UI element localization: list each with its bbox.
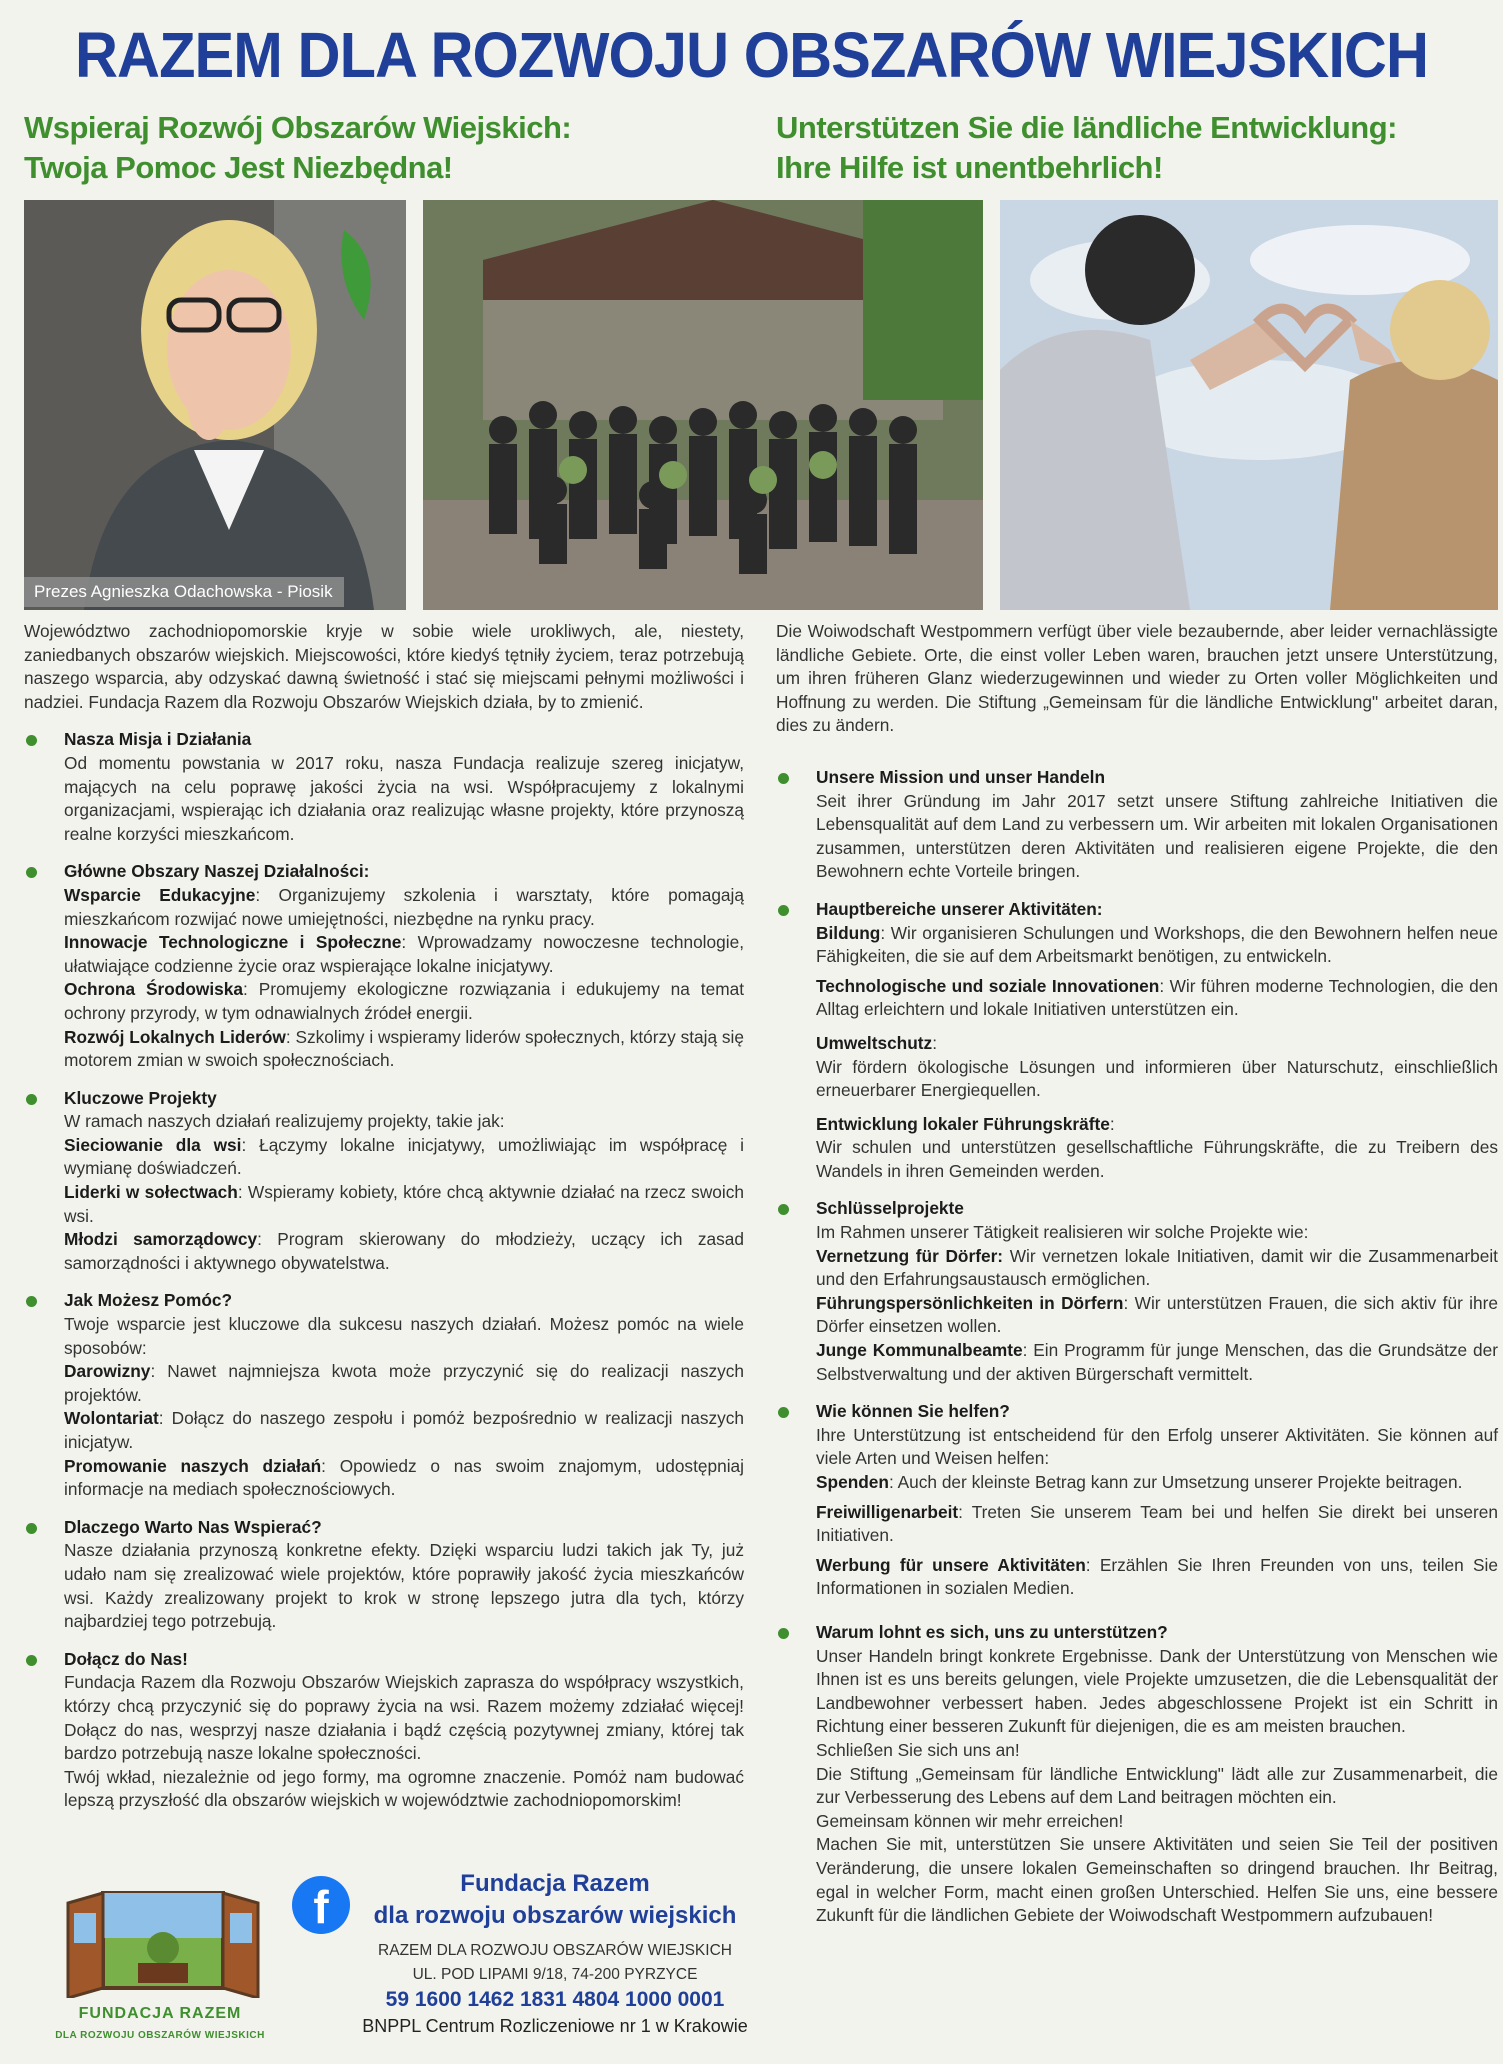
german-section-help: [776, 1400, 1498, 1601]
polish-column: [24, 620, 744, 1813]
president-portrait-photo: [24, 200, 406, 610]
section-text: Od momentu powstania w 2017 roku, nasza Fundacja realizuje szereg inicjatyw, mających na celu poprawę jakości życia na wsi. Współpracujemy z lokalnymi organizacjami, wspierając ich działania oraz realizując własne projekty, które przynoszą realne korzyści mieszkańcom.: [64, 752, 744, 844]
section-heading: Dołącz do Nas!: [64, 1648, 188, 1669]
list-item: Technologische und soziale Innovationen: Wir führen moderne Technologien, die den Alltag erleichtern und lokale Initiativen unterstützen ein.: [816, 975, 1499, 1020]
list-item: Bildung: Wir organisieren Schulungen und Workshops, die den Bewohnern helfen neue Fähigkeiten, die sie auf dem Arbeitsmarkt benötigen, zu entwickeln.: [816, 922, 1498, 967]
polish-section-areas: [24, 860, 744, 1072]
subtitle-polish: [24, 108, 764, 188]
section-heading: Nasza Misja i Działania: [64, 729, 252, 750]
section-text: W ramach naszych działań realizujemy projekty, takie jak:: [64, 1111, 505, 1132]
list-item: Führungspersönlichkeiten in Dörfern: Wir unterstützen Frauen, die sich aktiv für ihre Dörfer einsetzen wollen.: [816, 1292, 1498, 1337]
foundation-contact: [330, 1868, 780, 2038]
facebook-icon[interactable]: f: [292, 1876, 350, 1934]
list-item: Wsparcie Edukacyjne: Organizujemy szkolenia i warsztaty, które pomagają mieszkańcom rozwijać nowe umiejętności, niezbędne na rynku pracy.: [64, 884, 744, 929]
address-line2: UL. POD LIPAMI 9/18, 74-200 PYRZYCE: [412, 1966, 698, 1983]
foundation-name-line2: dla rozwoju obszarów wiejskich: [373, 1902, 737, 1929]
section-text: Twoje wsparcie jest kluczowe dla sukcesu naszych działań. Możesz pomóc na wiele sposobów:: [64, 1314, 744, 1358]
list-item: Junge Kommunalbeamte: Ein Programm für junge Menschen, das die Grundsätze der Selbstverwaltung und der aktiven Bürgerschaft vermittelt.: [816, 1340, 1498, 1384]
list-item: Sieciowanie dla wsi: Łączymy lokalne inicjatywy, umożliwiając im współpracę i wymianę doświadczeń.: [64, 1134, 744, 1179]
list-item: Wir schulen und unterstützen gesellschaftliche Führungskräfte, die zu Treibern des Wandels in ihren Gemeinden werden.: [816, 1137, 1498, 1181]
subtitle-german-line2: Ihre Hilfe ist unentbehrlich!: [776, 150, 1163, 185]
logo-text-sub: DLA ROZWOJU OBSZARÓW WIEJSKICH: [55, 2030, 265, 2041]
section-text: Unser Handeln bringt konkrete Ergebnisse. Dank der Unterstützung von Menschen wie Ihnen ist es uns bereits gelungen, viele Projekte umzusetzen, die die Lebensqualität der Landbewohner verbessert haben. Jedes abgeschlossene Projekt ist ein Schritt in Richtung einer besseren Zukunft für diejenigen, die es am meisten brauchen.: [816, 1645, 1498, 1737]
german-section-areas: [776, 898, 1498, 1184]
bank-account-number: 59 1600 1462 1831 4804 1000 0001: [385, 1988, 725, 2011]
polish-section-why: [24, 1516, 744, 1634]
section-heading: Wie können Sie helfen?: [816, 1401, 1010, 1422]
main-title: RAZEM DLA ROZWOJU OBSZARÓW WIEJSKICH: [74, 19, 1429, 91]
list-item: Wolontariat: Dołącz do naszego zespołu i pomóż bezpośrednio w realizacji naszych inicjatyw.: [64, 1408, 744, 1452]
heart-hands-photo: [1000, 200, 1498, 610]
list-item: Freiwilligenarbeit: Treten Sie unserem Team bei und helfen Sie direkt bei unseren Initiativen.: [816, 1501, 1498, 1546]
section-heading: Dlaczego Warto Nas Wspierać?: [64, 1516, 322, 1537]
polish-section-mission: [24, 728, 744, 846]
list-item: Liderki w sołectwach: Wspieramy kobiety, które chcą aktywnie działać na rzecz swoich wsi.: [64, 1182, 745, 1226]
section-text: Die Stiftung „Gemeinsam für ländliche Entwicklung" lädt alle zur Zusammenarbeit, die zur Verbesserung des Lebens auf dem Land beitragen möchten ein.: [816, 1763, 1498, 1808]
subtitle-polish-line2: Twoja Pomoc Jest Niezbędna!: [24, 150, 453, 185]
german-section-projects: [776, 1197, 1498, 1386]
section-heading: Hauptbereiche unserer Aktivitäten:: [816, 898, 1103, 919]
photo-caption: Prezes Agnieszka Odachowska - Piosik: [24, 577, 344, 607]
german-section-mission: [776, 766, 1498, 884]
polish-section-projects: [24, 1087, 744, 1276]
section-heading: Unsere Mission und unser Handeln: [816, 766, 1106, 787]
german-section-why: [776, 1621, 1498, 1928]
list-item: Werbung für unsere Aktivitäten: Erzählen Sie Ihren Freunden von uns, teilen Sie Informationen in sozialen Medien.: [816, 1554, 1499, 1599]
list-item: Promowanie naszych działań: Opowiedz o nas swoim znajomym, udostępniaj informacje na mediach społecznościowych.: [64, 1455, 744, 1500]
section-text: Im Rahmen unserer Tätigkeit realisieren wir solche Projekte wie:: [816, 1222, 1309, 1243]
subtitle-german: [776, 108, 1496, 188]
list-item: Młodzi samorządowcy: Program skierowany do młodzieży, uczący ich zasad samorządności i aktywnego obywatelstwa.: [64, 1229, 744, 1273]
list-item: Innowacje Technologiczne i Społeczne: Wprowadzamy nowoczesne technologie, ułatwiające codzienne życie oraz wspierające lokalne inicjatywy.: [64, 932, 744, 976]
polish-section-help: [24, 1289, 744, 1501]
section-heading: Schlüsselprojekte: [816, 1198, 964, 1219]
polish-section-join: [24, 1648, 744, 1813]
address-line1: RAZEM DLA ROZWOJU OBSZARÓW WIEJSKICH: [378, 1942, 732, 1959]
section-heading: Jak Możesz Pomóc?: [64, 1290, 233, 1311]
section-text: Schließen Sie sich uns an!: [816, 1739, 1020, 1760]
section-heading: Kluczowe Projekty: [64, 1087, 217, 1108]
section-text: Seit ihrer Gründung im Jahr 2017 setzt unsere Stiftung zahlreiche Initiativen die Lebensqualität auf dem Land zu verbessern um. Wir arbeiten mit lokalen Organisationen zusammen, unterstützen deren Aktivitäten und realisieren eigene Projekte, die den Bewohnern echte Vorteile bringen.: [816, 790, 1498, 882]
list-item: Rozwój Lokalnych Liderów: Szkolimy i wspieramy liderów społecznych, którzy stają się motorem zmian w swoich społecznościach.: [64, 1026, 744, 1071]
section-text: Gemeinsam können wir mehr erreichen!: [816, 1810, 1124, 1831]
subtitle-polish-line1: Wspieraj Rozwój Obszarów Wiejskich:: [24, 110, 572, 145]
german-column: [776, 620, 1498, 1928]
polish-intro: Województwo zachodniopomorskie kryje w sobie wiele urokliwych, ale, niestety, zaniedbanych obszarów wiejskich. Miejscowości, które kiedyś tętniły życiem, teraz potrzebują naszego wsparcia, aby odzyskać dawną świetność i stać się miejscami pełnymi możliwości i nadziei. Fundacja Razem dla Rozwoju Obszarów Wiejskich działa, by to zmienić.: [24, 621, 744, 712]
section-text: Nasze działania przynoszą konkretne efekty. Dzięki wsparciu ludzi takich jak Ty, już udało nam się zrealizować wiele projektów, które poprawiły jakość życia mieszkańców wsi. Każdy zrealizowany projekt to krok w stronę lepszego jutra dla tych, którzy najbardziej tego potrzebują.: [64, 1540, 744, 1632]
subtitle-german-line1: Unterstützen Sie die ländliche Entwicklung:: [776, 110, 1397, 145]
group-photo: [423, 200, 983, 610]
list-item: Entwicklung lokaler Führungskräfte:: [816, 1113, 1115, 1134]
list-item: Wir fördern ökologische Lösungen und informieren über Naturschutz, einschließlich erneuerbarer Energiequellen.: [816, 1056, 1498, 1101]
section-text: Machen Sie mit, unterstützen Sie unsere Aktivitäten und seien Sie Teil der positiven Veränderung, die unsere lokalen Gemeinschaften so dringend brauchen. Ihr Beitrag, egal in welcher Form, macht einen großen Unterschied. Helfen Sie uns, eine bessere Zukunft für die ländlichen Gebiete der Woiwodschaft Westpommern aufzubauen!: [816, 1834, 1498, 1926]
list-item: Darowizny: Nawet najmniejsza kwota może przyczynić się do realizacji naszych projektów.: [64, 1361, 744, 1405]
section-text: Twój wkład, niezależnie od jego formy, ma ogromne znaczenie. Pomóż nam budować lepszą przyszłość dla obszarów wiejskich w województwie zachodniopomorskim!: [64, 1766, 744, 1811]
foundation-name-line1: Fundacja Razem: [460, 1870, 650, 1897]
list-item: Umweltschutz:: [816, 1032, 937, 1053]
section-heading: Warum lohnt es sich, uns zu unterstützen?: [816, 1621, 1168, 1642]
section-heading: Główne Obszary Naszej Działalności:: [64, 861, 370, 882]
section-text: Ihre Unterstützung ist entscheidend für den Erfolg unserer Aktivitäten. Sie können auf viele Arten und Weisen helfen:: [816, 1424, 1498, 1469]
list-item: Vernetzung für Dörfer: Wir vernetzen lokale Initiativen, damit wir die Zusammenarbeit und den Erfahrungsaustausch ermöglichen.: [816, 1245, 1498, 1290]
logo-text-main: FUNDACJA RAZEM: [78, 2005, 242, 2022]
german-intro: Die Woiwodschaft Westpommern verfügt über viele bezaubernde, aber leider vernachlässigte ländliche Gebiete. Orte, die einst voller Leben waren, brauchen jetzt unsere Unterstützung, um ihren früheren Glanz wiederzugewinnen und wieder zu Orten voller Möglichkeiten und Hoffnung zu werden. Die Stiftung „Gemeinsam für die ländliche Entwicklung" arbeitet daran, dies zu ändern.: [776, 621, 1498, 736]
bank-name: BNPPL Centrum Rozliczeniowe nr 1 w Krakowie: [362, 2016, 748, 2036]
list-item: Ochrona Środowiska: Promujemy ekologiczne rozwiązania i edukujemy na temat ochrony przyrody, w tym odnawialnych źródeł energii.: [64, 979, 744, 1023]
section-text: Fundacja Razem dla Rozwoju Obszarów Wiejskich zaprasza do współpracy wszystkich, którzy chcą przyczynić się do poprawy życia na wsi. Razem możemy zdziałać więcej! Dołącz do nas, wesprzyj nasze działania i bądź częścią pozytywnej zmiany, której tak bardzo potrzebują nasze lokalne społeczności.: [64, 1672, 744, 1764]
list-item: Spenden: Auch der kleinste Betrag kann zur Umsetzung unserer Projekte beitragen.: [816, 1472, 1463, 1492]
